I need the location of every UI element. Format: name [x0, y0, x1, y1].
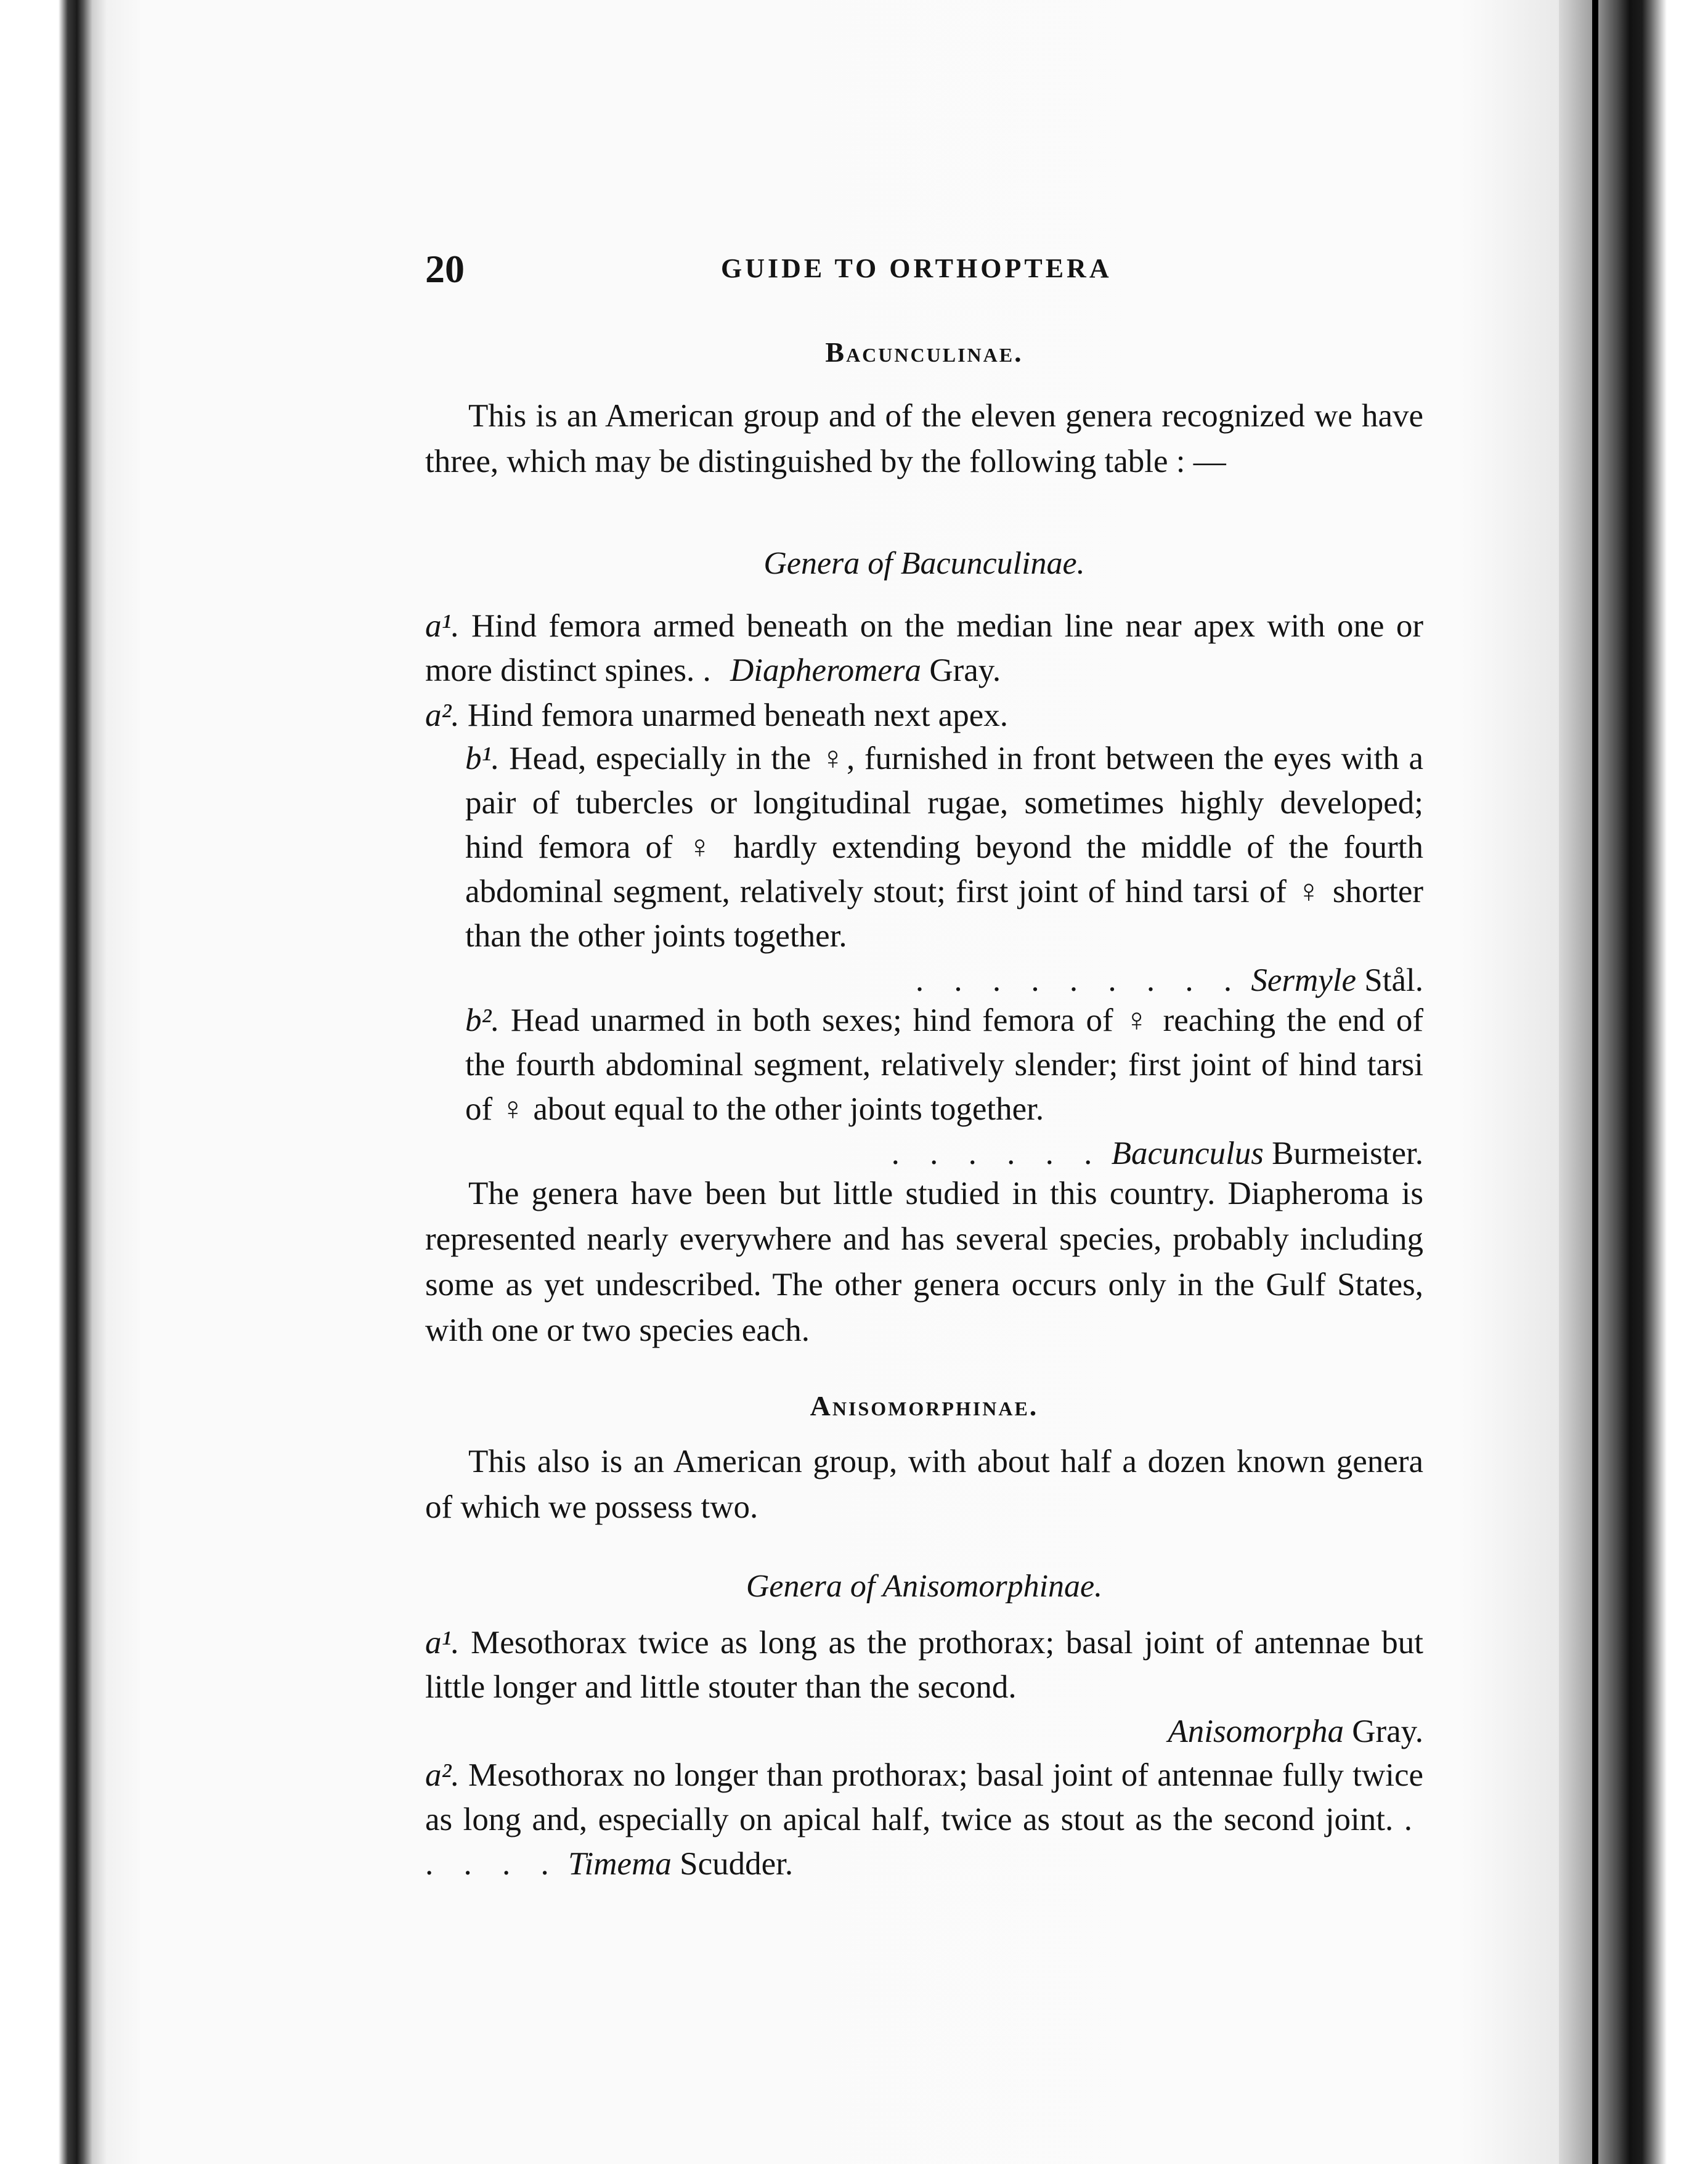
genus-name: Sermyle [1251, 962, 1357, 998]
closing-paragraph: The genera have been but little studied in this country. Diapheroma is represented nearly everywhere and has several species, probably including some as yet undescribed. The other genera occurs only in the Gulf States, with one or two species each. [425, 1176, 1423, 1348]
key-title-bacunculinae: Genera of Bacunculinae. [763, 546, 1085, 581]
page-header [425, 246, 1436, 302]
key-label: a¹. [425, 608, 460, 644]
book-gutter [0, 0, 106, 2164]
section-heading-anisomorphinae: Anisomorphinae. [810, 1390, 1039, 1422]
key-label: b¹. [465, 741, 500, 776]
key-text: Head unarmed in both sexes; hind femora of ♀ reaching the end of the fourth abdominal segment, relatively slender; first joint of hind tarsi of ♀ about equal to the other joints together. [465, 1003, 1423, 1127]
key-text: Hind femora unarmed beneath next apex. [467, 698, 1008, 733]
key-leader-dots: . . . . . [425, 1802, 1424, 1882]
page-edge-shadow [1559, 0, 1708, 2164]
key-entry-a1 [425, 1621, 1423, 1754]
key-leader-dots: . . . . . . [891, 1136, 1104, 1171]
key-label: a². [425, 698, 460, 733]
key-tail [465, 1131, 1423, 1176]
key-tail [465, 958, 1423, 1003]
page-edge-line [1592, 0, 1598, 2164]
key-entry-a2 [425, 693, 1423, 738]
key-leader-dots: . . . . . . . . . [915, 962, 1243, 998]
genus-author: Gray. [1352, 1714, 1423, 1749]
key-entry-b1 [465, 736, 1423, 1003]
key-text: Head, especially in the ♀, furnished in front between the eyes with a pair of tubercles or longitudinal rugae, sometimes highly developed; hind femora of ♀ hardly extending beyond the middle of the fourth abdominal segment, relatively stout; first joint of hind tarsi of ♀ shorter than the other joints together. [465, 741, 1424, 954]
key-label: b². [465, 1003, 500, 1038]
genus-name: Bacunculus [1111, 1136, 1264, 1171]
key-leader-dots: . [702, 653, 722, 688]
genus-name: Diapheromera [730, 653, 922, 688]
genus-author: Gray. [929, 653, 1001, 688]
section-intro-paragraph: This also is an American group, with about half a dozen known genera of which we possess two. [425, 1444, 1423, 1525]
key-label: a². [425, 1757, 460, 1793]
genus-name: Anisomorpha [1168, 1714, 1344, 1749]
key-text: Mesothorax twice as long as the prothorax; basal joint of antennae but little longer and little stouter than the second. [425, 1625, 1424, 1705]
key-text: Mesothorax no longer than prothorax; basal joint of antennae fully twice as long and, especially on apical half, twice as stout as the second joint. [425, 1757, 1424, 1837]
genus-name: Timema [568, 1846, 672, 1882]
genus-author: Stål. [1364, 962, 1423, 998]
key-entry-a1 [425, 604, 1423, 693]
key-tail [425, 1709, 1423, 1754]
running-head: GUIDE TO ORTHOPTERA [721, 253, 1112, 283]
key-entry-a2 [425, 1753, 1423, 1886]
page-number: 20 [425, 247, 465, 291]
key-title-anisomorphinae: Genera of Anisomorphinae. [746, 1569, 1103, 1604]
key-entry-b2 [465, 998, 1423, 1176]
genus-author: Scudder. [680, 1846, 794, 1882]
key-text: Hind femora armed beneath on the median line near apex with one or more distinct spines. [425, 608, 1424, 688]
section-heading-bacunculinae: Bacunculinae. [825, 336, 1023, 368]
section-intro-paragraph: This is an American group and of the eleven genera recognized we have three, which may be distinguished by the following table : — [425, 398, 1423, 479]
key-label: a¹. [425, 1625, 460, 1661]
genus-author: Burmeister. [1272, 1136, 1423, 1171]
